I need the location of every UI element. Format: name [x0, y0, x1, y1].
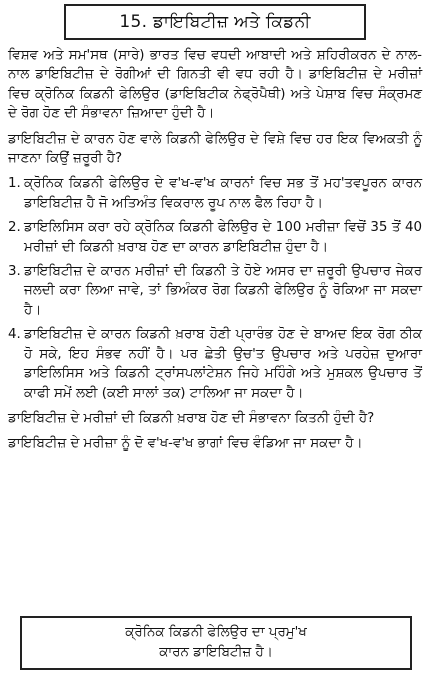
- list-item-number: 3.: [8, 264, 21, 280]
- chapter-title-box: [64, 4, 366, 40]
- callout-line-2: ਕਾਰਨ ਡਾਇਬਿਟੀਜ਼ ਹੈ।: [159, 645, 273, 660]
- list-item-text: ਡਾਇਲਿਸਿਸ ਕਰਾ ਰਹੇ ਕ੍ਰੋਨਿਕ ਕਿਡਨੀ ਫੇਲਿਉਰ ਦੇ 100 ਮਰੀਜ਼ਾ ਵਿਚੋਂ 35 ਤੋਂ 40 ਮਰੀਜ਼ਾਂ ਦੀ ਕਿਡਨੀ ਖ਼ਰਾਬ ਹੋਣ ਦਾ ਕਾਰਨ ਡਾਇਬਿਟੀਜ਼ ਹੁੰਦਾ ਹੈ।: [24, 220, 422, 255]
- callout-line-1: ਕ੍ਰੋਨਿਕ ਕਿਡਨੀ ਫੇਲਿਉਰ ਦਾ ਪ੍ਰਮੁ'ਖ: [125, 625, 307, 640]
- list-item: [8, 325, 422, 403]
- list-item: [8, 218, 422, 257]
- section2-question: ਡਾਇਬਿਟੀਜ਼ ਦੇ ਮਰੀਜ਼ਾਂ ਦੀ ਕਿਡਨੀ ਖ਼ਰਾਬ ਹੋਣ ਦੀ ਸੰਭਾਵਨਾ ਕਿਤਨੀ ਹੁੰਦੀ ਹੈ?: [8, 410, 375, 426]
- document-body: [8, 46, 422, 460]
- callout-box: [20, 616, 412, 670]
- section1-question: ਡਾਇਬਿਟੀਜ਼ ਦੇ ਕਾਰਨ ਹੋਣ ਵਾਲੇ ਕਿਡਨੀ ਫੇਲਿਉਰ ਦੇ ਵਿਸ਼ੇ ਵਿਚ ਹਰ ਇਕ ਵਿਅਕਤੀ ਨੂੰ ਜਾਣਨਾ ਕਿਉਂ ਜ਼ਰੂਰੀ ਹੈ?: [8, 131, 422, 167]
- list-item-number: 2.: [8, 220, 21, 236]
- chapter-title: 15. ਡਾਇਬਿਟੀਜ਼ ਅਤੇ ਕਿਡਨੀ: [119, 12, 311, 32]
- section2-paragraph: ਡਾਇਬਿਟੀਜ਼ ਦੇ ਮਰੀਜ਼ਾ ਨੂੰ ਦੋ ਵ'ਖ-ਵ'ਖ ਭਾਗਾਂ ਵਿਚ ਵੰਡਿਆ ਜਾ ਸਕਦਾ ਹੈ।: [8, 436, 363, 452]
- intro-paragraph: ਵਿਸ਼ਵ ਅਤੇ ਸਮ'ਸਥ (ਸਾਰੇ) ਭਾਰਤ ਵਿਚ ਵਧਦੀ ਆਬਾਦੀ ਅਤੇ ਸ਼ਹਿਰੀਕਰਨ ਦੇ ਨਾਲ-ਨਾਲ ਡਾਇਬਿਟੀਜ਼ ਦੇ ਰੋਗੀਆਂ ਦੀ ਗਿਨਤੀ ਵੀ ਵਧ ਰਹੀ ਹੈ। ਡਾਇਬਿਟੀਜ਼ ਦੇ ਮਰੀਜ਼ਾਂ ਵਿਚ ਕ੍ਰੋਨਿਕ ਕਿਡਨੀ ਫੇਲਿਉਰ (ਡਾਇਬਿਟੀਕ ਨੇਫ੍ਰੋਪੈਥੀ) ਅਤੇ ਪੇਸ਼ਾਬ ਵਿਚ ਸੰਕ੍ਰਮਣ ਦੇ ਰੋਗ ਹੋਣ ਦੀ ਸੰਭਾਵਨਾ ਜ਼ਿਆਦਾ ਹੁੰਦੀ ਹੈ।: [8, 48, 422, 122]
- list-item-number: 4.: [8, 327, 21, 343]
- list-item: [8, 262, 422, 320]
- points-list: [8, 174, 422, 402]
- list-item: [8, 174, 422, 213]
- list-item-text: ਡਾਇਬਿਟੀਜ਼ ਦੇ ਕਾਰਨ ਕਿਡਨੀ ਖ਼ਰਾਬ ਹੋਣੀ ਪ੍ਰਾਰੰਭ ਹੋਣ ਦੇ ਬਾਅਦ ਇਕ ਰੋਗ ਠੀਕ ਹੋ ਸਕੇ, ਇਹ ਸੰਭਵ ਨਹੀਂ ਹੈ। ਪਰ ਛੇਤੀ ਉਚ'ਤ ਉਪਚਾਰ ਅਤੇ ਪਰਹੇਜ਼ ਦੁਆਰਾ ਡਾਇਲਿਸਿਸ ਅਤੇ ਕਿਡਨੀ ਟ੍ਰਾਂਸਪਲਾਂਟੇਸ਼ਨ ਜਿਹੇ ਮਹਿੰਗੇ ਅਤੇ ਮੁਸ਼ਕਲ ਉਪਚਾਰ ਤੋਂ ਕਾਫੀ ਸਮੇਂ ਲਈ (ਕਈ ਸਾਲਾਂ ਤਕ) ਟਾਲਿਆ ਜਾ ਸਕਦਾ ਹੈ।: [24, 327, 422, 401]
- list-item-number: 1.: [8, 176, 21, 192]
- list-item-text: ਕ੍ਰੋਨਿਕ ਕਿਡਨੀ ਫੇਲਿਉਰ ਦੇ ਵ'ਖ-ਵ'ਖ ਕਾਰਨਾਂ ਵਿਚ ਸਭ ਤੋਂ ਮਹ'ਤਵਪੂਰਨ ਕਾਰਨ ਡਾਇਬਿਟੀਜ਼ ਹੈ ਜੋ ਅਤਿਅੰਤ ਵਿਕਰਾਲ ਰੂਪ ਨਾਲ ਫੈਲ ਰਿਹਾ ਹੈ।: [24, 176, 422, 211]
- list-item-text: ਡਾਇਬਿਟੀਜ਼ ਦੇ ਕਾਰਨ ਮਰੀਜ਼ਾਂ ਦੀ ਕਿਡਨੀ ਤੇ ਹੋਏ ਅਸਰ ਦਾ ਜ਼ਰੂਰੀ ਉਪਚਾਰ ਜੇਕਰ ਜਲਦੀ ਕਰਾ ਲਿਆ ਜਾਵੇ, ਤਾਂ ਭਿਅੰਕਰ ਰੋਗ ਕਿਡਨੀ ਫੇਲਿਉਰ ਨੂੰ ਰੋਕਿਆ ਜਾ ਸਕਦਾ ਹੈ।: [24, 264, 422, 318]
